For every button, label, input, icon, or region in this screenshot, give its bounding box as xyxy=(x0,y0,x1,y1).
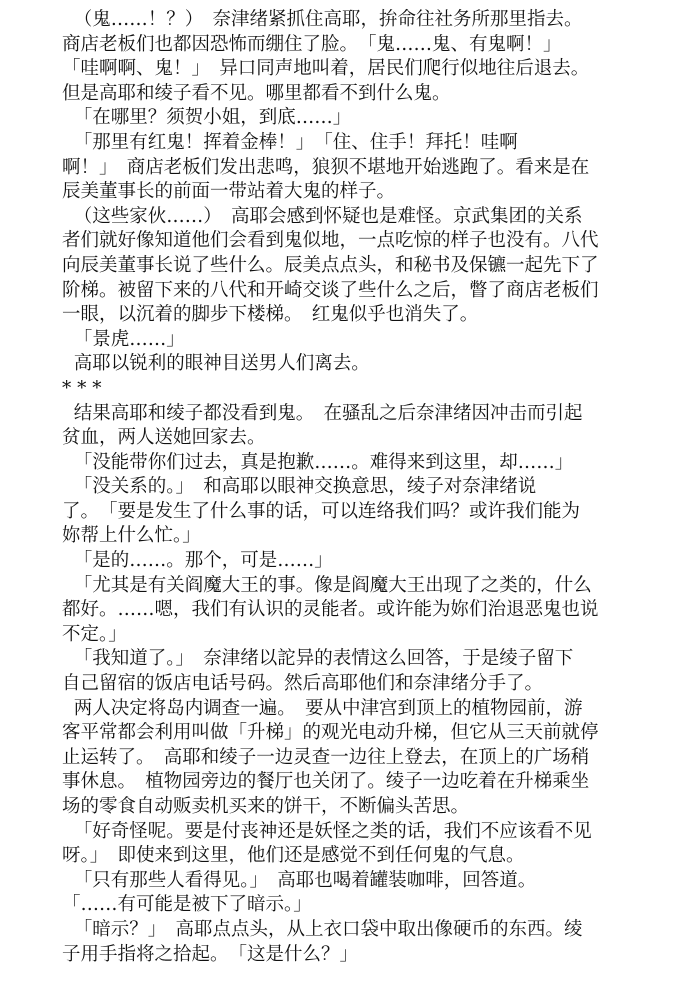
text-line: 「好奇怪呢。要是付丧神还是妖怪之类的话，我们不应该看不见 xyxy=(62,820,592,842)
text-line: 一眼，以沉着的脚步下楼梯。 红鬼似乎也消失了。 xyxy=(62,304,479,326)
text-line: 「是的……。那个，可是……」 xyxy=(62,550,333,572)
text-line: 结果高耶和绫子都没看到鬼。 在骚乱之后奈津绪因冲击而引起 xyxy=(62,402,583,424)
paragraph xyxy=(62,377,656,402)
text-line: 子用手指将之拾起。 「这是什么？」 xyxy=(62,943,359,965)
text-line: 妳帮上什么忙。」 xyxy=(62,525,201,547)
paragraph xyxy=(62,106,656,131)
paragraph xyxy=(62,402,656,451)
paragraph xyxy=(62,549,656,574)
text-line: 「在哪里？须贺小姐，到底……」 xyxy=(62,107,352,129)
paragraph xyxy=(62,820,656,869)
paragraph xyxy=(62,328,656,353)
text-line: 事休息。 植物园旁边的餐厅也关闭了。绫子一边吃着在升梯乘坐 xyxy=(62,771,590,793)
paragraph xyxy=(62,352,656,377)
paragraph xyxy=(62,205,656,328)
paragraph xyxy=(62,475,656,549)
paragraph xyxy=(62,869,656,918)
text-line: 「暗示？」 高耶点点头，从上衣口袋中取出像硬币的东西。绫 xyxy=(62,918,583,940)
text-line: 向辰美董事长说了些什么。辰美点点头，和秘书及保镳一起先下了 xyxy=(62,254,599,276)
paragraph xyxy=(62,647,656,696)
text-line: 「哇啊啊、鬼！」 异口同声地叫着，居民们爬行似地往后退去。 xyxy=(62,58,590,80)
paragraph xyxy=(62,8,656,106)
text-line: 辰美董事长的前面一带站着大鬼的样子。 xyxy=(62,181,396,203)
text-line: 呀。」 即使来到这里，他们还是感觉不到任何鬼的气息。 xyxy=(62,845,525,867)
text-line: 场的零食自动贩卖机买来的饼干，不断偏头苦思。 xyxy=(62,796,470,817)
text-line: 客平常都会利用叫做「升梯」的观光电动升梯，但它从三天前就停 xyxy=(62,722,599,744)
text-line: 了。 「要是发生了什么事的话，可以连络我们吗？或许我们能为 xyxy=(62,500,581,522)
page-body xyxy=(62,8,656,967)
text-line: 「……有可能是被下了暗示。」 xyxy=(62,894,312,916)
text-line: 但是高耶和绫子看不见。哪里都看不到什么鬼。 xyxy=(62,82,451,104)
paragraph xyxy=(62,451,656,476)
text-line: 自己留宿的饭店电话号码。然后高耶他们和奈津绪分手了。 xyxy=(62,673,544,695)
text-line: 「景虎……」 xyxy=(62,328,185,350)
text-line: 两人决定将岛内调查一遍。 要从中津宫到顶上的植物园前，游 xyxy=(62,697,583,719)
text-line: 「只有那些人看得见。」 高耶也喝着罐装咖啡，回答道。 xyxy=(62,869,537,891)
text-line: 「尤其是有关阎魔大王的事。像是阎魔大王出现了之类的，什么 xyxy=(62,574,592,596)
text-line: 商店老板们也都因恐怖而绷住了脸。 「鬼……鬼、有鬼啊！」 xyxy=(62,33,562,55)
paragraph xyxy=(62,918,656,967)
paragraph xyxy=(62,574,656,648)
paragraph xyxy=(62,131,656,205)
text-line: 「我知道了。」 奈津绪以詑异的表情这么回答，于是绫子留下 xyxy=(62,648,574,670)
text-line: 阶梯。被留下来的八代和开崎交谈了些什么之后，瞥了商店老板们 xyxy=(62,279,599,301)
text-line: * * * xyxy=(62,377,102,399)
text-line: 都好。……嗯，我们有认识的灵能者。或许能为妳们治退恶鬼也说 xyxy=(62,599,599,621)
text-line: 「那里有红鬼！挥着金棒！」 「住、住手！拜托！哇啊 xyxy=(62,131,518,153)
text-line: 高耶以锐利的眼神目送男人们离去。 xyxy=(62,353,370,375)
text-line: 不定。」 xyxy=(62,623,127,645)
text-line: 者们就好像知道他们会看到鬼似地，一点吃惊的样子也没有。八代 xyxy=(62,230,599,252)
text-line: 止运转了。 高耶和绫子一边灵查一边往上登去，在顶上的广场稍 xyxy=(62,746,590,768)
text-line: 啊！」 商店老板们发出悲鸣，狼狈不堪地开始逃跑了。看来是在 xyxy=(62,156,590,178)
text-line: （鬼……！？） 奈津绪紧抓住高耶，拚命往社务所那里指去。 xyxy=(62,9,583,30)
text-line: （这些家伙……） 高耶会感到怀疑也是难怪。京武集团的关系 xyxy=(62,205,583,227)
paragraph xyxy=(62,697,656,820)
text-line: 贫血，两人送她回家去。 xyxy=(62,427,266,449)
text-line: 「没能带你们过去，真是抱歉……。难得来到这里，却……」 xyxy=(62,451,574,473)
text-line: 「没关系的。」 和高耶以眼神交换意思，绫子对奈津绪说 xyxy=(62,476,537,498)
